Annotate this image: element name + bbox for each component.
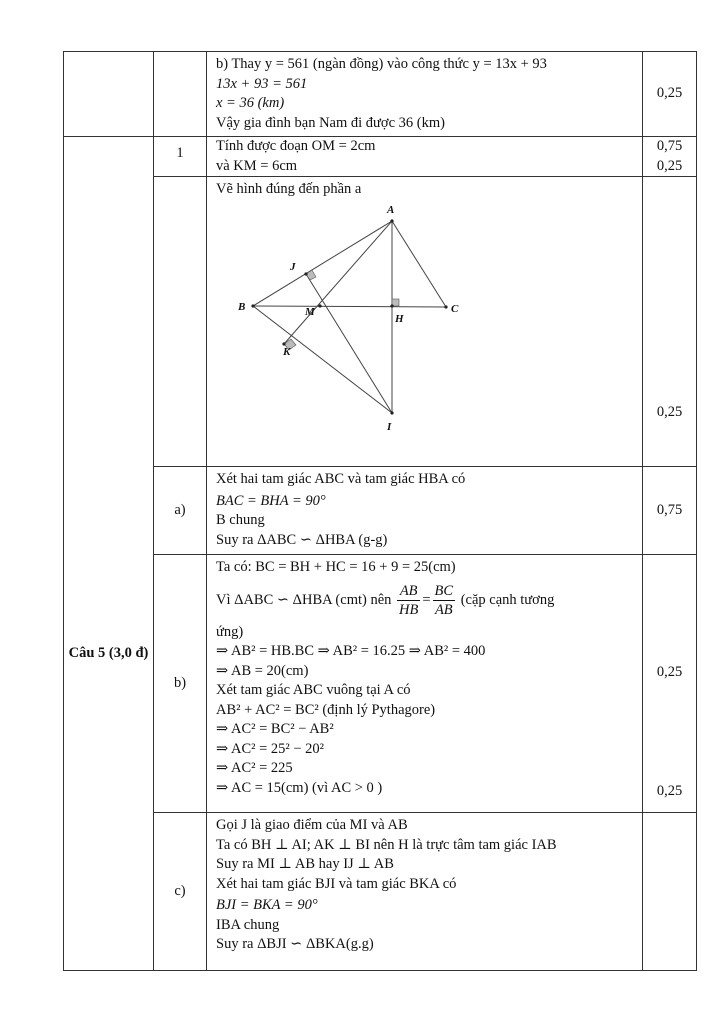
points-value: 0,75 [656,138,683,154]
segment-ab [253,221,392,306]
points-cell [643,177,697,467]
empty-cell [64,52,154,137]
solution-line: ⇒ AC² = BC² − AB² [216,721,334,737]
solution-line: Tính được đoạn OM = 2cm [216,138,376,154]
row-part-a [64,467,697,555]
row-part-1 [64,137,697,177]
right-angle-marks [284,270,399,350]
row-part-c [64,813,697,971]
figure-points [251,219,447,414]
label-j: J [290,260,296,273]
figure-caption: Vẽ hình đúng đến phần a [216,181,362,197]
solution-line: Suy ra ΔBJI ∽ ΔBKA(g.g) [216,936,374,952]
segment-bc [253,306,446,307]
part-label-cell [154,555,207,813]
solution-line: BAC = BHA = 90° [216,492,326,509]
points-cell [643,555,697,813]
solution-line: Gọi J là giao điểm của MI và AB [216,817,408,833]
points-value: 0,25 [656,664,683,680]
solution-line: b) Thay y = 561 (ngàn đồng) vào công thức y = 13x + 93 [216,56,547,72]
fraction-bottom: AB [434,601,453,618]
label-c: C [451,302,459,315]
solution-line: BJI = BKA = 90° [216,897,318,913]
empty-cell [154,177,207,467]
right-angle-mark-j [306,270,316,280]
fraction-top: AB [397,582,420,601]
points-value: 0,25 [656,157,683,174]
fraction-top: BC [434,582,454,599]
figure-labels [237,204,459,433]
solution-line: Vì ΔABC ∽ ΔHBA (cmt) nên $\frac{AB}{HB}$ = $\frac{BC}{AB}$ (cặp cạnh tương [216,582,555,618]
part-label: b) [173,675,187,691]
solution-line: và KM = 6cm [216,157,298,174]
row-part-b [64,555,697,813]
fraction [433,582,456,619]
part-number-cell [154,137,207,177]
solution-line: ⇒ AC² = 225 [216,760,293,776]
solution-line: B chung [216,512,265,528]
content-cell [207,467,643,555]
segment-ij [306,274,392,413]
solution-line: Vậy gia đình bạn Nam đi được 36 (km) [216,114,445,131]
content-cell [207,52,643,137]
solution-line: ⇒ AB² = HB.BC ⇒ AB² = 16.25 ⇒ AB² = 400 [216,643,486,659]
content-cell [207,137,643,177]
solution-line: Suy ra MI ⊥ AB hay IJ ⊥ AB [216,856,394,872]
content-cell [207,813,643,971]
points-value: 0,25 [656,782,683,799]
grading-table [63,51,697,971]
label-k: K [283,345,291,358]
points-cell [643,467,697,555]
points-cell [643,137,697,177]
text-fragment: Vì ΔABC ∽ ΔHBA (cmt) nên [216,591,392,608]
empty-cell [154,52,207,137]
solution-line: Xét hai tam giác ABC và tam giác HBA có [216,471,466,487]
solution-line: ⇒ AC = 15(cm) (vì AC > 0 ) [216,779,383,796]
label-a: A [387,203,395,216]
solution-line: ⇒ AB = 20(cm) [216,662,309,679]
solution-line: x = 36 (km) [216,95,285,111]
text-fragment: (cặp cạnh tương [460,591,555,608]
points-value: 0,25 [656,85,683,102]
solution-line: ⇒ AC² = 25² − 20² [216,740,325,757]
part-number: 1 [176,145,184,161]
row-figure [64,177,697,467]
points-cell [643,813,697,971]
solution-line: Ta có: BC = BH + HC = 16 + 9 = 25(cm) [216,559,456,575]
part-label: a) [174,502,186,518]
content-cell [207,555,643,813]
figure-lines [253,221,446,413]
solution-line: Xét hai tam giác BJI và tam giác BKA có [216,875,457,892]
solution-line: AB² + AC² = BC² (định lý Pythagore) [216,701,436,718]
label-b: B [238,300,246,313]
part-label-cell [154,813,207,971]
fraction [397,582,420,619]
question-label: Câu 5 (3,0 đ) [68,645,149,661]
solution-line: IBA chung [216,916,280,933]
solution-line: Suy ra ΔABC ∽ ΔHBA (g-g) [216,531,388,548]
solution-line: 13x + 93 = 561 [216,75,308,92]
solution-line: ứng) [216,623,244,640]
question-label-cell [64,137,154,971]
points-value: 0,75 [656,501,683,518]
label-h: H [395,312,404,325]
geometry-figure [227,200,487,440]
points-value: 0,25 [656,403,683,420]
segment-bi [253,306,392,413]
row-part-b-previous [64,52,697,137]
solution-line: Ta có BH ⊥ AI; AK ⊥ BI nên H là trực tâm tam giác IAB [216,836,557,853]
figure-cell [207,177,643,467]
label-m: M [305,305,315,318]
part-label: c) [174,883,186,899]
points-cell [643,52,697,137]
part-label-cell [154,467,207,555]
solution-line: Xét tam giác ABC vuông tại A có [216,682,411,698]
label-i: I [387,420,392,433]
segment-ac [392,221,446,307]
fraction-bottom: HB [399,601,419,618]
